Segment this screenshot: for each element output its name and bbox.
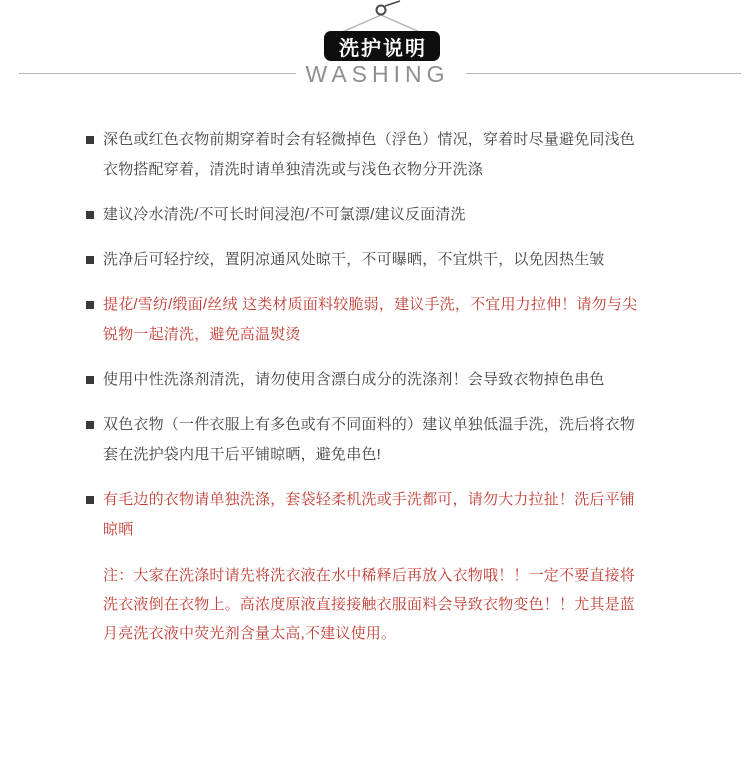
care-instruction-text: 建议冷水清洗/不可长时间浸泡/不可氯漂/建议反面清洗: [103, 206, 466, 223]
hanging-hook-icon: [320, 0, 444, 34]
square-bullet-icon: [86, 376, 94, 384]
care-instruction-item: [86, 410, 646, 470]
care-instruction-text: 有毛边的衣物请单独洗涤，套袋轻柔机洗或手洗都可，请勿大力拉扯！洗后平铺晾晒: [103, 491, 636, 538]
washing-sign: [324, 31, 440, 61]
care-instruction-item-warning: [86, 485, 646, 545]
care-instruction-text: 提花/雪纺/缎面/丝绒 这类材质面料较脆弱，建议手洗，不宜用力拉伸！请勿与尖锐物一起清洗，避免高温熨烫: [103, 296, 638, 343]
square-bullet-icon: [86, 136, 94, 144]
care-instruction-text: 深色或红色衣物前期穿着时会有轻微掉色（浮色）情况，穿着时尽量避免同浅色衣物搭配穿着，清洗时请单独清洗或与浅色衣物分开洗涤: [103, 131, 636, 178]
care-instruction-text: 双色衣物（一件衣服上有多色或有不同面料的）建议单独低温手洗，洗后将衣物套在洗护袋内甩干后平铺晾晒，避免串色!: [103, 416, 636, 463]
square-bullet-icon: [86, 211, 94, 219]
care-instruction-item-warning: [86, 290, 646, 350]
care-instruction-item: [86, 125, 646, 185]
care-instruction-item: [86, 245, 646, 275]
care-instruction-item: [86, 365, 646, 395]
care-instruction-list: [86, 125, 646, 560]
care-instruction-text: 洗净后可轻拧绞，置阴凉通风处晾干，不可曝晒，不宜烘干，以免因热生皱: [103, 251, 605, 268]
care-instruction-text: 使用中性洗涤剂清洗，请勿使用含漂白成分的洗涤剂！会导致衣物掉色串色: [103, 371, 605, 388]
square-bullet-icon: [86, 421, 94, 429]
square-bullet-icon: [86, 301, 94, 309]
sign-title: 洗护说明: [339, 37, 427, 60]
square-bullet-icon: [86, 256, 94, 264]
washing-subtitle: WASHING: [305, 61, 450, 87]
square-bullet-icon: [86, 496, 94, 504]
care-instruction-item: [86, 200, 646, 230]
washing-note: 注：大家在洗涤时请先将洗衣液在水中稀释后再放入衣物哦！！一定不要直接将洗衣液倒在衣物上。高浓度原液直接接触衣服面料会导致衣物变色！！尤其是蓝月亮洗衣液中荧光剂含量太高,不建议使用。: [103, 567, 636, 642]
